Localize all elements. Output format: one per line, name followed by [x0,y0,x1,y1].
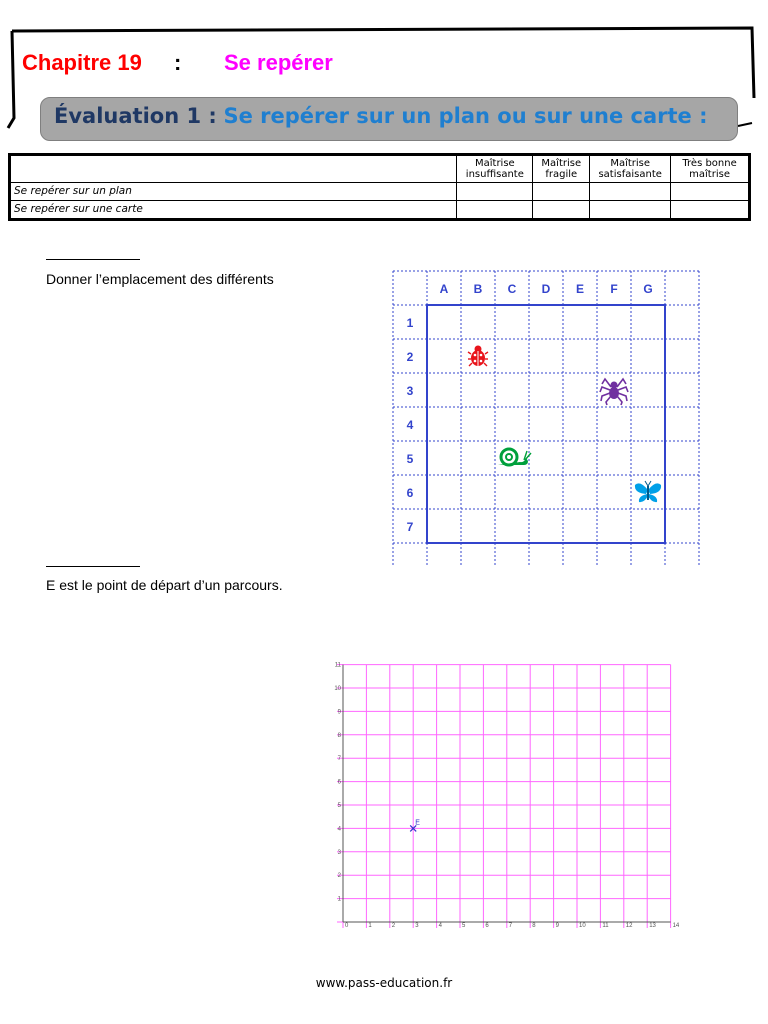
plan-column-label: C [507,282,517,296]
footer-site: www.pass-education.fr [315,976,453,990]
x-tick-label: 9 [555,923,559,929]
evaluation-label: Évaluation 1 : [54,104,217,128]
x-tick-label: 14 [672,923,680,929]
y-tick-label: 3 [337,849,341,856]
level-header: Maîtrise fragile [533,155,590,183]
y-tick-label: 4 [337,826,341,833]
y-tick-label: 6 [337,779,341,786]
skill-label: Se repérer sur un plan [10,183,457,201]
level-header: Maîtrise satisfaisante [590,155,671,183]
competence-table [8,153,751,221]
x-tick-label: 3 [415,923,419,929]
x-tick-label: 8 [532,923,536,929]
chapter-colon: : [174,50,182,75]
x-tick-label: 13 [649,923,656,929]
ladybug-icon [468,346,488,367]
y-tick-label: 11 [334,662,341,669]
x-tick-label: 5 [462,923,466,929]
plan-row-label: 6 [406,486,414,500]
plan-row-label: 3 [406,384,414,398]
plan-frame [427,305,665,543]
snail-icon [498,449,531,465]
x-tick-label: 2 [391,923,396,929]
plan-row-label: 7 [406,520,414,534]
level-cell[interactable] [457,201,533,220]
butterfly-icon [635,481,661,502]
y-tick-label: 7 [337,756,341,763]
level-cell[interactable] [590,183,671,201]
level-header: Très bonne maîtrise [671,155,750,183]
plan-grid [390,268,702,566]
point-e-label: E [415,819,420,827]
x-tick-label: 7 [508,923,513,929]
evaluation-heading [54,104,708,128]
exercise2-rule [46,566,140,567]
evaluation-subtitle: Se repérer sur un plan ou sur une carte : [223,104,708,128]
x-tick-label: 1 [368,923,372,929]
y-tick-label: 1 [337,896,341,903]
x-tick-label: 11 [602,923,609,929]
level-cell[interactable] [533,183,590,201]
y-tick-label: 2 [337,873,341,880]
exercise1-instruction: Donner l’emplacement des différents [46,271,274,287]
level-cell[interactable] [671,201,750,220]
plan-column-label: D [541,282,551,296]
plan-row-label: 2 [406,350,414,364]
plan-row-label: 1 [406,316,414,330]
level-cell[interactable] [457,183,533,201]
competence-header-row [10,155,750,183]
chapter-title: Se repérer [224,50,333,75]
coordinate-grid [326,660,702,934]
plan-row-label: 4 [406,418,414,432]
x-tick-label: 12 [625,923,633,929]
skill-label: Se repérer sur une carte [10,201,457,220]
plan-column-label: G [643,282,653,296]
chapter-number: Chapitre 19 [22,50,142,75]
spider-icon [600,379,628,405]
level-cell[interactable] [590,201,671,220]
exercise1-rule [46,259,140,260]
plan-row-label: 5 [406,452,414,466]
competence-row [10,183,750,201]
x-tick-label: 0 [345,923,349,929]
y-tick-label: 9 [337,709,341,716]
level-header: Maîtrise insuffisante [457,155,533,183]
empty-header-cell [10,155,457,183]
y-tick-label: 10 [334,686,341,692]
plan-column-label: F [610,282,618,296]
plan-column-label: E [575,282,585,296]
y-tick-label: 5 [337,803,341,809]
exercise2-instruction: E est le point de départ d’un parcours. [46,577,283,593]
level-cell[interactable] [671,183,750,201]
x-tick-label: 6 [485,923,489,929]
competence-row [10,201,750,220]
x-tick-label: 4 [438,923,442,929]
y-tick-label: 8 [337,732,341,739]
level-cell[interactable] [533,201,590,220]
plan-column-label: B [473,282,483,296]
x-tick-label: 10 [579,923,586,929]
plan-column-label: A [439,282,449,296]
